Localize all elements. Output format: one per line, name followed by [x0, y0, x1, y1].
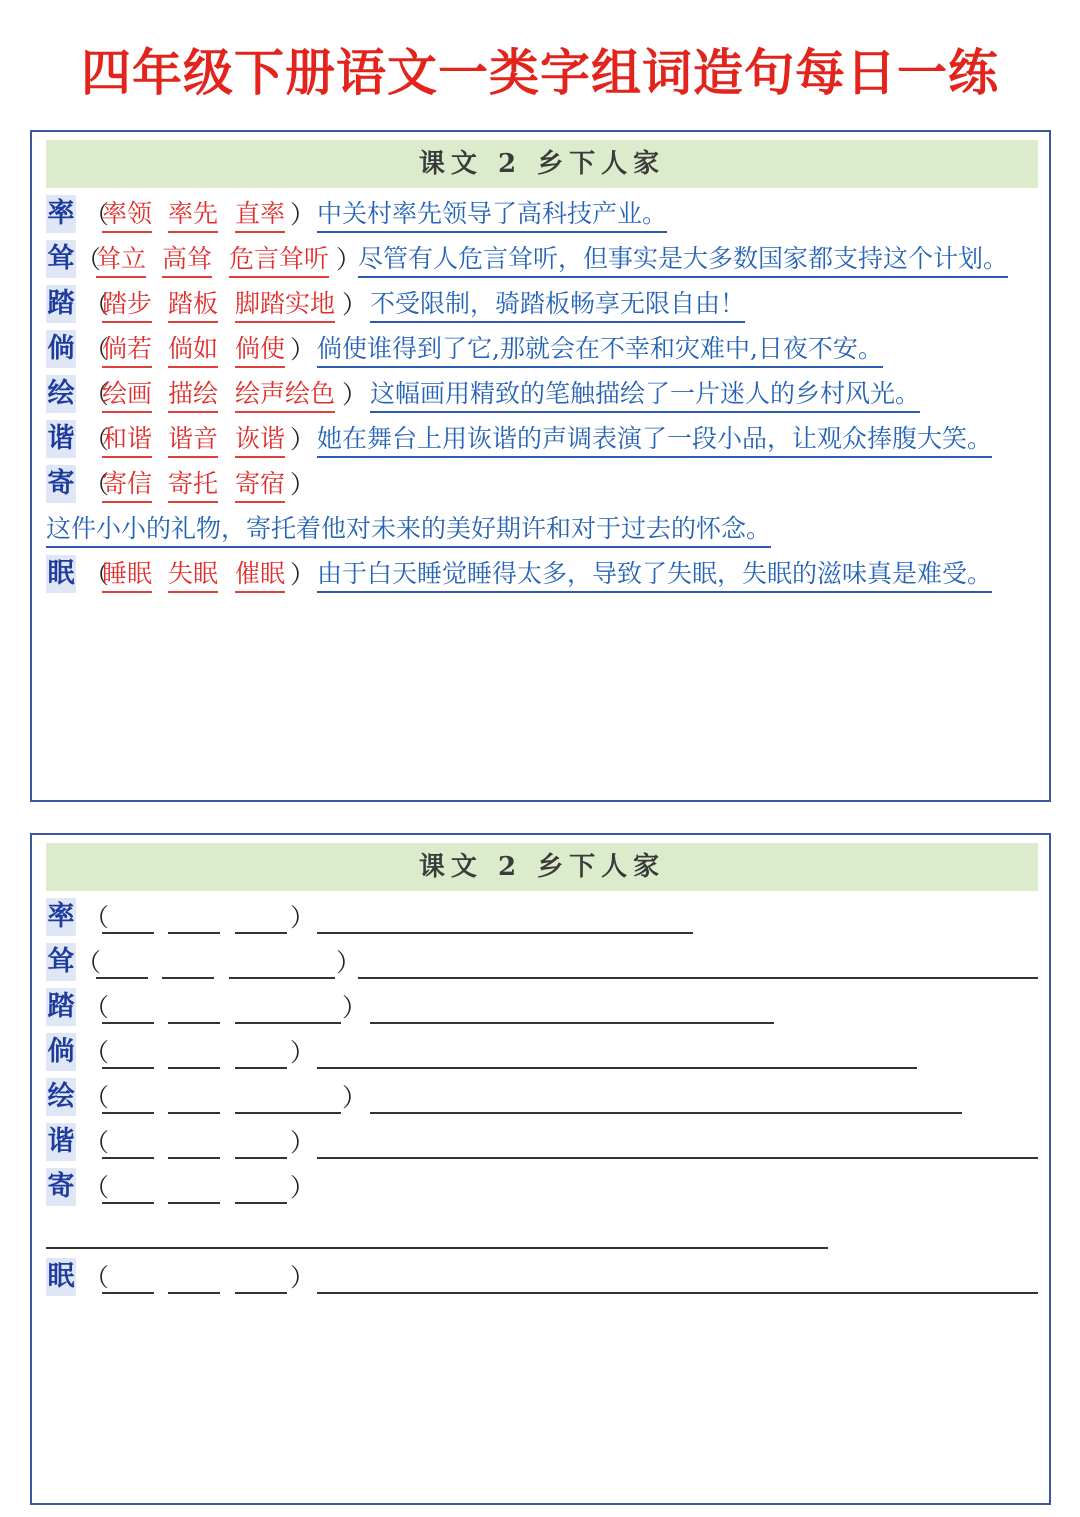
- word: 危言耸听: [229, 240, 329, 278]
- paren-close: ）: [290, 335, 316, 364]
- paren-close: ）: [342, 380, 368, 409]
- target-char: 踏: [46, 988, 76, 1026]
- paren-open: （: [84, 1083, 110, 1112]
- word-blank[interactable]: [102, 1078, 154, 1114]
- word: 绘画: [102, 375, 152, 413]
- target-char: 寄: [46, 465, 76, 503]
- target-char: 耸: [46, 943, 76, 981]
- page-title: 四年级下册语文一类字组词造句每日一练: [81, 44, 999, 102]
- word: 绘声绘色: [235, 375, 335, 413]
- word: 睡眠: [102, 555, 152, 593]
- sentence-blank[interactable]: [370, 1078, 962, 1114]
- sentence-blank[interactable]: [358, 943, 1038, 979]
- target-char: 耸: [46, 240, 76, 278]
- word-blank[interactable]: [229, 943, 335, 979]
- sentence: 倘使谁得到了它,那就会在不幸和灾难中,日夜不安。: [317, 330, 883, 368]
- paren-open: （: [84, 1173, 110, 1202]
- target-char: 谐: [46, 420, 76, 458]
- target-char: 踏: [46, 285, 76, 323]
- paren-open: （: [76, 245, 102, 274]
- word-blank[interactable]: [168, 898, 220, 934]
- paren-close: ）: [290, 1128, 316, 1157]
- sentence-blank[interactable]: [317, 898, 693, 934]
- word-blank[interactable]: [102, 1123, 154, 1159]
- word-blank[interactable]: [102, 898, 154, 934]
- paren-close: ）: [290, 560, 316, 589]
- word: 直率: [235, 195, 285, 233]
- target-char: 率: [46, 898, 76, 936]
- paren-close: ）: [290, 903, 316, 932]
- practice-row: [46, 1123, 1038, 1163]
- word-blank[interactable]: [235, 1078, 341, 1114]
- word: 脚踏实地: [235, 285, 335, 323]
- practice-row: [46, 1078, 1038, 1118]
- sentence: 她在舞台上用诙谐的声调表演了一段小品，让观众捧腹大笑。: [317, 420, 992, 458]
- paren-close: ）: [290, 425, 316, 454]
- paren-open: （: [84, 903, 110, 932]
- target-char: 眠: [46, 555, 76, 593]
- paren-close: ）: [342, 993, 368, 1022]
- word: 寄托: [168, 465, 218, 503]
- lesson-header: 课文 2 乡下人家: [46, 140, 1038, 188]
- word-blank[interactable]: [235, 988, 341, 1024]
- word-blank[interactable]: [102, 1258, 154, 1294]
- word-blank[interactable]: [168, 1033, 220, 1069]
- sentence: 不受限制，骑踏板畅享无限自由！: [370, 285, 745, 323]
- word-blank[interactable]: [168, 1078, 220, 1114]
- paren-close: ）: [290, 1263, 316, 1292]
- paren-open: （: [84, 1038, 110, 1067]
- word: 和谐: [102, 420, 152, 458]
- word-blank[interactable]: [168, 1258, 220, 1294]
- paren-open: （: [84, 470, 110, 499]
- word-blank[interactable]: [102, 1033, 154, 1069]
- word: 率领: [102, 195, 152, 233]
- target-char: 倘: [46, 330, 76, 368]
- target-char: 绘: [46, 375, 76, 413]
- word: 描绘: [168, 375, 218, 413]
- word: 踏板: [168, 285, 218, 323]
- paren-open: （: [84, 1128, 110, 1157]
- practice-row: [46, 1033, 1038, 1073]
- word-blank[interactable]: [96, 943, 148, 979]
- paren-open: （: [84, 290, 110, 319]
- lesson-header: 课文 2 乡下人家: [46, 843, 1038, 891]
- word: 耸立: [96, 240, 146, 278]
- sentence: 由于白天睡觉睡得太多，导致了失眠，失眠的滋味真是难受。: [317, 555, 992, 593]
- paren-close: ）: [342, 1083, 368, 1112]
- word: 诙谐: [235, 420, 285, 458]
- paren-open: （: [84, 425, 110, 454]
- word: 倘使: [235, 330, 285, 368]
- word-blank[interactable]: [162, 943, 214, 979]
- practice-panel: [30, 833, 1051, 1505]
- paren-close: ）: [290, 1038, 316, 1067]
- sentence: 尽管有人危言耸听，但事实是大多数国家都支持这个计划。: [358, 240, 1008, 278]
- word-blank[interactable]: [235, 1168, 287, 1204]
- sentence: 这幅画用精致的笔触描绘了一片迷人的乡村风光。: [370, 375, 920, 413]
- sentence: 中关村率先领导了高科技产业。: [317, 195, 667, 233]
- sentence-blank[interactable]: [46, 1213, 828, 1249]
- word-blank[interactable]: [235, 1123, 287, 1159]
- target-char: 绘: [46, 1078, 76, 1116]
- word: 催眠: [235, 555, 285, 593]
- paren-open: （: [84, 560, 110, 589]
- word-blank[interactable]: [102, 988, 154, 1024]
- paren-open: （: [84, 200, 110, 229]
- answer-panel: [30, 130, 1051, 802]
- paren-open: （: [84, 335, 110, 364]
- word: 倘若: [102, 330, 152, 368]
- practice-row: [46, 898, 1038, 938]
- word: 谐音: [168, 420, 218, 458]
- practice-row: [46, 1258, 1038, 1298]
- paren-open: （: [76, 948, 102, 977]
- paren-close: ）: [290, 470, 316, 499]
- word: 高耸: [162, 240, 212, 278]
- paren-close: ）: [290, 200, 316, 229]
- word-blank[interactable]: [235, 1033, 287, 1069]
- paren-close: ）: [342, 290, 368, 319]
- word: 倘如: [168, 330, 218, 368]
- word-blank[interactable]: [168, 1123, 220, 1159]
- word: 寄信: [102, 465, 152, 503]
- word: 失眠: [168, 555, 218, 593]
- sentence-blank[interactable]: [370, 988, 774, 1024]
- practice-row: [46, 943, 1038, 983]
- word-blank[interactable]: [168, 1168, 220, 1204]
- target-char: 眠: [46, 1258, 76, 1296]
- paren-open: （: [84, 380, 110, 409]
- target-char: 寄: [46, 1168, 76, 1206]
- word-blank[interactable]: [235, 1258, 287, 1294]
- sentence: 这件小小的礼物，寄托着他对未来的美好期许和对于过去的怀念。: [46, 510, 771, 548]
- target-char: 率: [46, 195, 76, 233]
- sentence-blank[interactable]: [317, 1033, 917, 1069]
- paren-close: ）: [336, 948, 362, 977]
- target-char: 谐: [46, 1123, 76, 1161]
- practice-row: [46, 1168, 1038, 1208]
- word-blank[interactable]: [102, 1168, 154, 1204]
- paren-open: （: [84, 1263, 110, 1292]
- word: 寄宿: [235, 465, 285, 503]
- practice-row: [46, 988, 1038, 1028]
- sentence-blank[interactable]: [317, 1123, 1038, 1159]
- paren-close: ）: [290, 1173, 316, 1202]
- target-char: 倘: [46, 1033, 76, 1071]
- paren-close: ）: [336, 245, 362, 274]
- word-blank[interactable]: [235, 898, 287, 934]
- sentence-blank[interactable]: [317, 1258, 1038, 1294]
- word: 率先: [168, 195, 218, 233]
- word: 踏步: [102, 285, 152, 323]
- paren-open: （: [84, 993, 110, 1022]
- word-blank[interactable]: [168, 988, 220, 1024]
